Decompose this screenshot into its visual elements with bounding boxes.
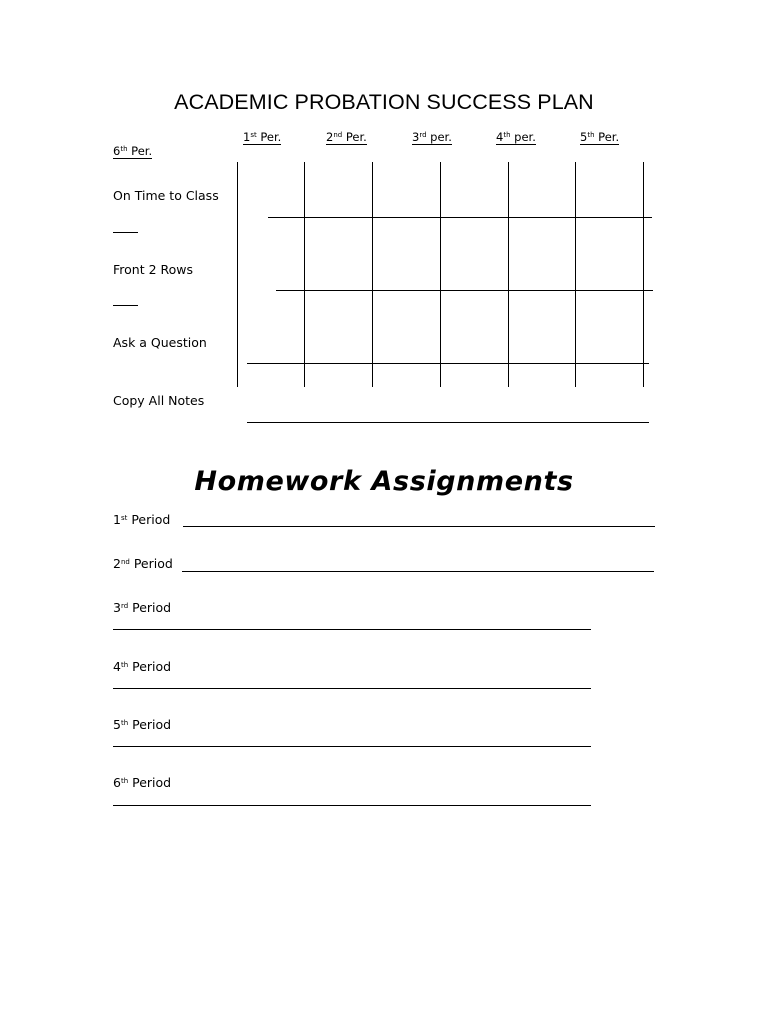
grid-vertical-line	[508, 162, 509, 387]
homework-label-4th-period: 4th Period	[113, 659, 172, 674]
homework-line-1st-period[interactable]	[183, 526, 655, 527]
homework-line-4th-period[interactable]	[113, 688, 591, 689]
homework-line-5th-period[interactable]	[113, 746, 591, 747]
homework-line-2nd-period[interactable]	[182, 571, 654, 572]
homework-title: Homework Assignments	[194, 466, 574, 497]
homework-line-6th-period[interactable]	[113, 805, 591, 806]
page-title: ACADEMIC PROBATION SUCCESS PLAN	[174, 90, 594, 114]
grid-vertical-line	[643, 162, 644, 387]
grid-vertical-line	[440, 162, 441, 387]
grid-vertical-line	[372, 162, 373, 387]
homework-label-3rd-period: 3rd Period	[113, 600, 172, 615]
column-header-1st-per: 1st Per.	[243, 130, 282, 144]
row-label-copy-notes: Copy All Notes	[113, 393, 205, 408]
homework-label-5th-period: 5th Period	[113, 717, 172, 732]
grid-horizontal-line	[276, 290, 653, 291]
homework-label-6th-period: 6th Period	[113, 775, 172, 790]
row-label-ask-question: Ask a Question	[113, 335, 207, 350]
copy-notes-line	[247, 422, 649, 423]
column-header-5th-per: 5th Per.	[580, 130, 620, 144]
row-blank-line-1[interactable]	[113, 232, 138, 233]
homework-label-1st-period: 1st Period	[113, 512, 171, 527]
column-header-6th-per: 6th Per.	[113, 144, 153, 158]
homework-line-3rd-period[interactable]	[113, 629, 591, 630]
column-header-3rd-per: 3rd per.	[412, 130, 452, 144]
grid-horizontal-line	[247, 363, 649, 364]
column-header-2nd-per: 2nd Per.	[326, 130, 367, 144]
grid-vertical-line	[575, 162, 576, 387]
column-header-4th-per: 4th per.	[496, 130, 536, 144]
grid-vertical-line	[304, 162, 305, 387]
row-label-front-rows: Front 2 Rows	[113, 262, 194, 277]
row-label-on-time: On Time to Class	[113, 188, 219, 203]
homework-label-2nd-period: 2nd Period	[113, 556, 173, 571]
grid-vertical-line	[237, 162, 238, 387]
grid-horizontal-line	[268, 217, 652, 218]
row-blank-line-2[interactable]	[113, 305, 138, 306]
